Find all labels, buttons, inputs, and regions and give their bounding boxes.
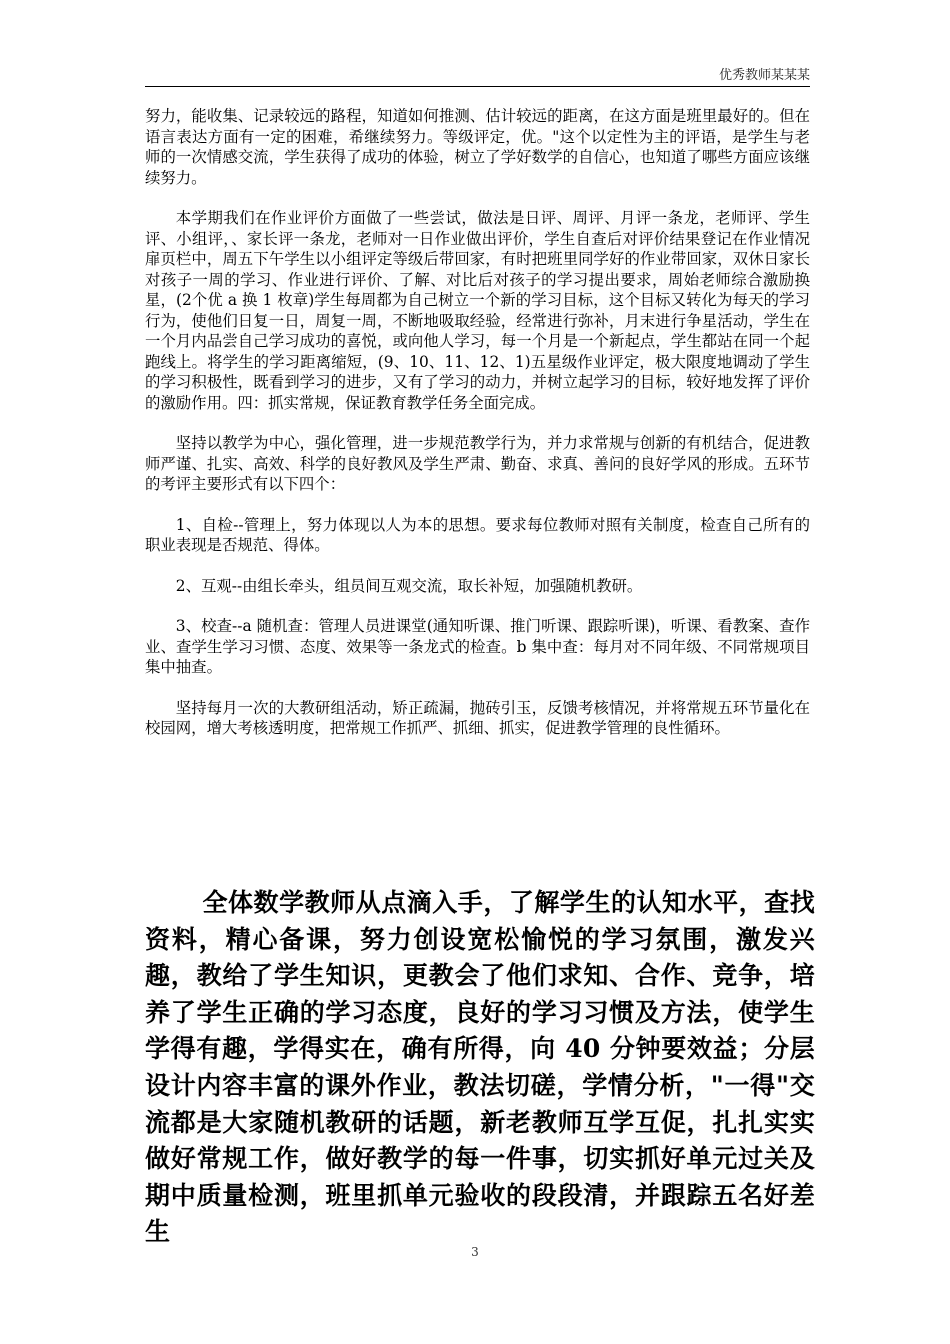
paragraph-7: 坚持每月一次的大教研组活动，矫正疏漏，抛砖引玉，反馈考核情况，并将常规五环节量化在校园网，增大考核透明度，把常规工作抓严、抓细、抓实，促进教学管理的良性循环。 bbox=[145, 698, 810, 737]
paragraph-5: 2、互观--由组长牵头，组员间互观交流，取长补短，加强随机教研。 bbox=[175, 576, 643, 595]
paragraph-3: 坚持以教学为中心，强化管理，进一步规范教学行为，并力求常规与创新的有机结合，促进教师严谨、扎实、高效、科学的良好教风及学生严肃、勤奋、求真、善问的良好学风的形成。五环节的考评主要形式有以下四个： bbox=[145, 434, 810, 493]
paragraph-1: 努力，能收集、记录较远的路程，知道如何推测、估计较远的距离，在这方面是班里最好的。但在语言表达方面有一定的困难，希继续努力。等级评定，优。"这个以定性为主的评语，是学生与老师的一次情感交流，学生获得了成功的体验，树立了学好数学的自信心，也知道了哪些方面应该继续努力。 bbox=[145, 107, 810, 187]
paragraph-2: 本学期我们在作业评价方面做了一些尝试，做法是日评、周评、月评一条龙，老师评、学生评、小组评，、家长评一条龙，老师对一日作业做出评价，学生自查后对评价结果登记在作业情况扉页栏中，周五下午学生以小组评定等级后带回家，有时把班里同学好的作业带回家，双休日家长对孩子一周的学习、作业进行评价、了解、对比后对孩子的学习提出要求，周始老师综合激励换星，(2个优 a 换 1 枚章)学生每周都为自己树立一个新的学习目标，这个目标又转化为每天的学习行为，使他们日复一日，周复一周，不断地吸取经验，经常进行弥补，月末进行争星活动，学生在一个月内品尝自己学习成功的喜悦，或向他人学习，每一个月是一个新起点，学生都站在同一个起跑线上。将学生的学习距离缩短，(9、10、11、12、1)五星级作业评定，极大限度地调动了学生的学习积极性，既看到学习的进步，又有了学习的动力，并树立起学习的目标，较好地发挥了评价的激励作用。四：抓实常规，保证教育教学任务全面完成。 bbox=[145, 209, 810, 412]
paragraph-6: 3、校查--a 随机查：管理人员进课堂(通知听课、推门听课、跟踪听课)，听课、看教案、查作业、查学生学习习惯、态度、效果等一条龙式的检查。b 集中查：每月对不同年级、不同常规项目集中抽查。 bbox=[145, 617, 810, 676]
document-body bbox=[145, 106, 810, 759]
paragraph-4: 1、自检--管理上，努力体现以人为本的思想。要求每位教师对照有关制度，检查自己所有的职业表现是否规范、得体。 bbox=[145, 515, 810, 554]
page-number: 3 bbox=[471, 1245, 479, 1259]
emphasized-paragraph: 全体数学教师从点滴入手，了解学生的认知水平，查找资料，精心备课，努力创设宽松愉悦的学习氛围，激发兴趣，教给了学生知识，更教会了他们求知、合作、竞争，培养了学生正确的学习态度，良好的学习习惯及方法，使学生学得有趣，学得实在，确有所得，向 40 分钟要效益；分层设计内容丰富的课外作业，教法切磋，学情分析，"一得"交流都是大家随机教研的话题，新老教师互学互促，扎扎实实做好常规工作，做好教学的每一件事，切实抓好单元过关及期中质量检测，班里抓单元验收的段段清，并跟踪五名好差生 bbox=[145, 888, 815, 1247]
page-header bbox=[145, 56, 810, 87]
header-title: 优秀教师某某某 bbox=[718, 68, 810, 83]
